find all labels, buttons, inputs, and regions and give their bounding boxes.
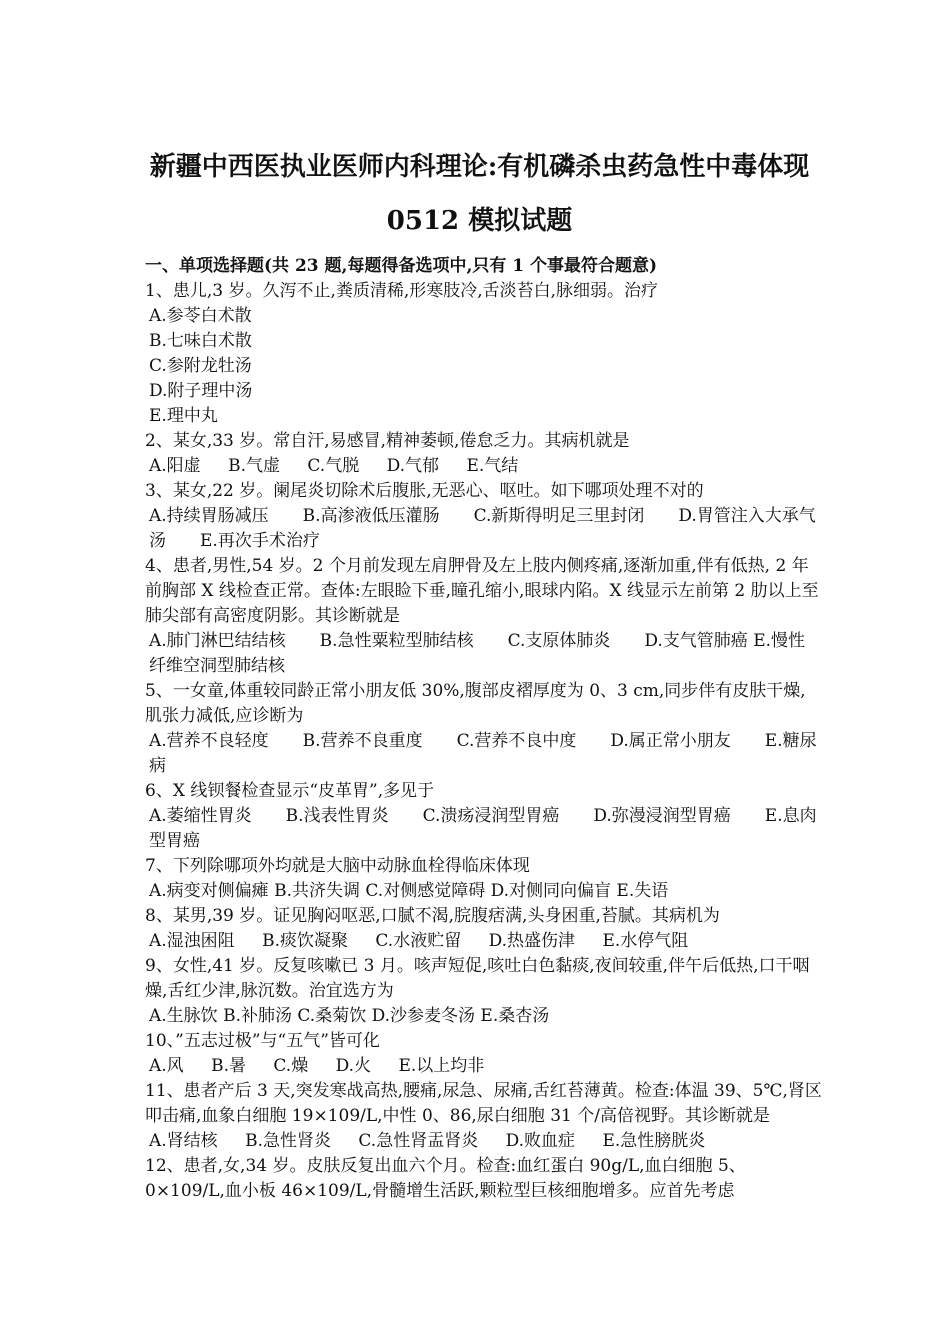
- question-stem-10: 10、”五志过极”与“五气”皆可化: [145, 1031, 380, 1051]
- document-title-line2: 0512 模拟试题: [386, 206, 573, 236]
- option-11b: B.急性肾炎: [245, 1131, 331, 1151]
- question-stem-8: 8、某男,39 岁。证见胸闷呕恶,口腻不渴,脘腹痞满,头身困重,苔腻。其病机为: [145, 906, 720, 926]
- option-2a: A.阳虚: [149, 456, 201, 476]
- option-10b: B.暑: [211, 1056, 246, 1076]
- question-stem-12: 12、患者,女,34 岁。皮肤反复出血六个月。检查:血红蛋白 90g/L,血白细胞 5、0×109/L,血小板 46×109/L,骨髓增生活跃,颗粒型巨核细胞增多。应首先考虑: [145, 1156, 746, 1201]
- option-8d: D.热盛伤津: [488, 931, 576, 951]
- option-11d: D.败血症: [505, 1131, 576, 1151]
- options-text-9: A.生脉饮 B.补肺汤 C.桑菊饮 D.沙参麦冬汤 E.桑杏汤: [149, 1006, 550, 1026]
- option-2e: E.气结: [466, 456, 519, 476]
- question-stem-4: 4、患者,男性,54 岁。2 个月前发现左肩胛骨及左上肢内侧疼痛,逐渐加重,伴有低热, 2 年前胸部 X 线检查正常。查体:左眼睑下垂,瞳孔缩小,眼球内陷。X 线显示左前第 2 肋以上至肺尖部有高密度阴影。其诊断就是: [145, 556, 819, 626]
- options-row-8: [145, 929, 822, 954]
- option-8a: A.湿浊困阻: [149, 931, 235, 951]
- option-2c: C.气脱: [307, 456, 360, 476]
- question-stem-5: 5、一女童,体重较同龄正常小朋友低 30%,腹部皮褶厚度为 0、3 cm,同步伴有皮肤干燥,肌张力减低,应诊断为: [145, 681, 806, 726]
- options-text-3: A.持续胃肠减压 B.高渗液低压灌肠 C.新斯得明足三里封闭 D.胃管注入大承气汤 E.再次手术治疗: [149, 506, 816, 551]
- option-1d: D.附子理中汤: [149, 381, 253, 401]
- option-10e: E.以上均非: [398, 1056, 485, 1076]
- question-stem-2: 2、某女,33 岁。常自汗,易感冒,精神萎顿,倦怠乏力。其病机就是: [145, 431, 630, 451]
- option-8b: B.痰饮凝聚: [262, 931, 348, 951]
- option-1e: E.理中丸: [149, 406, 218, 426]
- option-1a: A.参苓白术散: [149, 306, 252, 326]
- option-8e: E.水停气阻: [602, 931, 689, 951]
- option-11e: E.急性膀胱炎: [602, 1131, 706, 1151]
- options-row-10: [145, 1054, 822, 1079]
- question-stem-3: 3、某女,22 岁。阑尾炎切除术后腹胀,无恶心、呕吐。如下哪项处理不对的: [145, 481, 704, 501]
- document-title-line1: 新疆中西医执业医师内科理论:有机磷杀虫药急性中毒体现: [149, 152, 810, 182]
- options-row-2: [145, 454, 822, 479]
- option-1b: B.七味白术散: [149, 331, 252, 351]
- options-row-11: [145, 1129, 822, 1154]
- option-10a: A.风: [149, 1056, 184, 1076]
- question-stem-9: 9、女性,41 岁。反复咳嗽已 3 月。咳声短促,咳吐白色黏痰,夜间较重,伴午后低热,口干咽燥,舌红少津,脉沉数。治宜选方为: [145, 956, 810, 1001]
- options-text-7: A.病变对侧偏瘫 B.共济失调 C.对侧感觉障碍 D.对侧同向偏盲 E.失语: [149, 881, 669, 901]
- option-11a: A.肾结核: [149, 1131, 218, 1151]
- option-2d: D.气郁: [386, 456, 440, 476]
- options-text-6: A.萎缩性胃炎 B.浅表性胃炎 C.溃疡浸润型胃癌 D.弥漫浸润型胃癌 E.息肉型胃癌: [149, 806, 817, 851]
- question-stem-1: 1、患儿,3 岁。久泻不止,粪质清稀,形寒肢冷,舌淡苔白,脉细弱。治疗: [145, 281, 659, 301]
- question-stem-6: 6、X 线钡餐检查显示“皮革胃”,多见于: [145, 781, 435, 801]
- options-text-5: A.营养不良轻度 B.营养不良重度 C.营养不良中度 D.属正常小朋友 E.糖尿病: [149, 731, 817, 776]
- option-1c: C.参附龙牡汤: [149, 356, 252, 376]
- option-10c: C.燥: [273, 1056, 309, 1076]
- option-11c: C.急性肾盂肾炎: [358, 1131, 479, 1151]
- option-2b: B.气虚: [228, 456, 280, 476]
- option-10d: D.火: [335, 1056, 372, 1076]
- option-8c: C.水液贮留: [375, 931, 462, 951]
- options-text-4: A.肺门淋巴结结核 B.急性粟粒型肺结核 C.支原体肺炎 D.支气管肺癌 E.慢性纤维空洞型肺结核: [149, 631, 806, 676]
- question-stem-7: 7、下列除哪项外均就是大脑中动脉血栓得临床体现: [145, 856, 530, 876]
- section-heading: 一、单项选择题(共 23 题,每题得备选项中,只有 1 个事最符合题意): [145, 256, 658, 276]
- question-stem-11: 11、患者产后 3 天,突发寒战高热,腰痛,尿急、尿痛,舌红苔薄黄。检查:体温 39、5℃,肾区叩击痛,血象白细胞 19×109/L,中性 0、86,尿白细胞 31 个/高倍视野。其诊断就是: [145, 1081, 822, 1126]
